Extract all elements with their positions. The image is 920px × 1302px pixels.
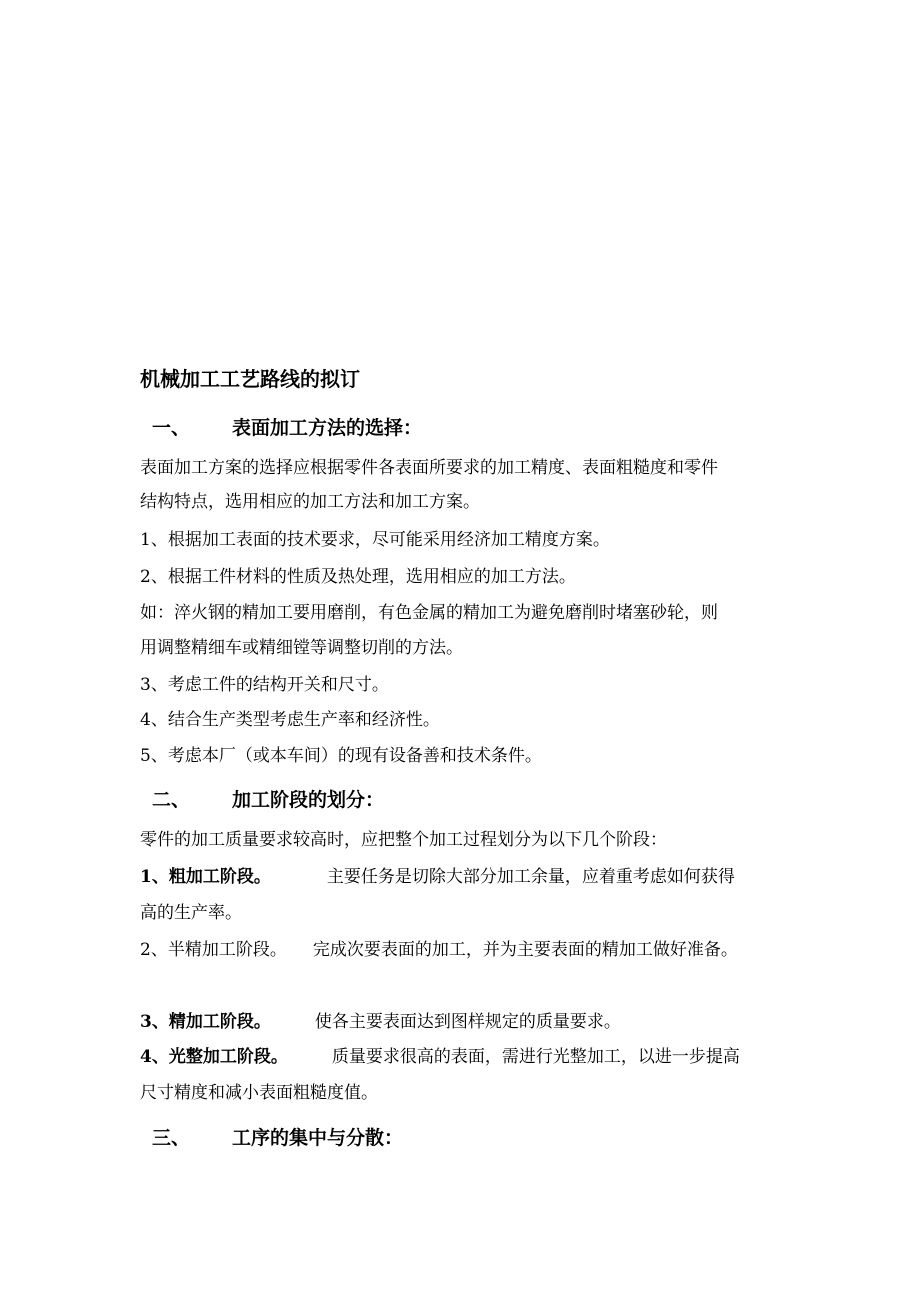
paragraph-line: 高的生产率。: [140, 903, 242, 923]
section-title: 工序的集中与分散：: [232, 1127, 404, 1149]
stage-text: 完成次要表面的加工，并为主要表面的精加工做好准备。: [312, 940, 738, 960]
stage-label: 3、精加工阶段。: [140, 1012, 271, 1032]
document-title: 机械加工工艺路线的拟订: [140, 367, 360, 391]
list-item: 5、考虑本厂（或本车间）的现有设备善和技术条件。: [140, 746, 542, 766]
section-heading-1: [140, 415, 790, 441]
section-number: 一、: [152, 417, 191, 439]
stage-text: 质量要求很高的表面，需进行光整加工，以进一步提高: [331, 1047, 740, 1067]
stage-text: 使各主要表面达到图样规定的质量要求。: [314, 1012, 621, 1032]
paragraph-line: 用调整精细车或精细镗等调整切削的方法。: [140, 638, 463, 658]
section-number: 二、: [152, 789, 191, 811]
paragraph-line: 如：淬火钢的精加工要用磨削，有色金属的精加工为避免磨削时堵塞砂轮，则: [140, 603, 718, 623]
list-item: 4、结合生产类型考虑生产率和经济性。: [140, 710, 440, 730]
stage-text: 主要任务是切除大部分加工余量，应着重考虑如何获得: [326, 867, 735, 887]
section-number: 三、: [152, 1127, 191, 1149]
paragraph-line: 表面加工方案的选择应根据零件各表面所要求的加工精度、表面粗糙度和零件: [140, 458, 718, 478]
paragraph-line: 零件的加工质量要求较高时，应把整个加工过程划分为以下几个阶段：: [140, 830, 667, 850]
section-title: 表面加工方法的选择：: [232, 417, 423, 439]
stage-label: 2、半精加工阶段。: [140, 940, 287, 960]
list-item: [140, 866, 790, 888]
list-item: 2、根据工件材料的性质及热处理，选用相应的加工方法。: [140, 567, 576, 587]
paragraph-line: 结构特点，选用相应的加工方法和加工方案。: [140, 492, 480, 512]
section-heading-3: [140, 1125, 790, 1151]
list-item: [140, 1046, 790, 1068]
stage-label: 1、粗加工阶段。: [140, 867, 271, 887]
list-item: [140, 939, 790, 961]
section-heading-2: [140, 787, 790, 813]
list-item: [140, 1011, 790, 1033]
list-item: 1、根据加工表面的技术要求，尽可能采用经济加工精度方案。: [140, 530, 610, 550]
section-title: 加工阶段的划分：: [232, 789, 385, 811]
paragraph-line: 尺寸精度和减小表面粗糙度值。: [140, 1083, 378, 1103]
list-item: 3、考虑工件的结构开关和尺寸。: [140, 675, 389, 695]
stage-label: 4、光整加工阶段。: [140, 1047, 288, 1067]
